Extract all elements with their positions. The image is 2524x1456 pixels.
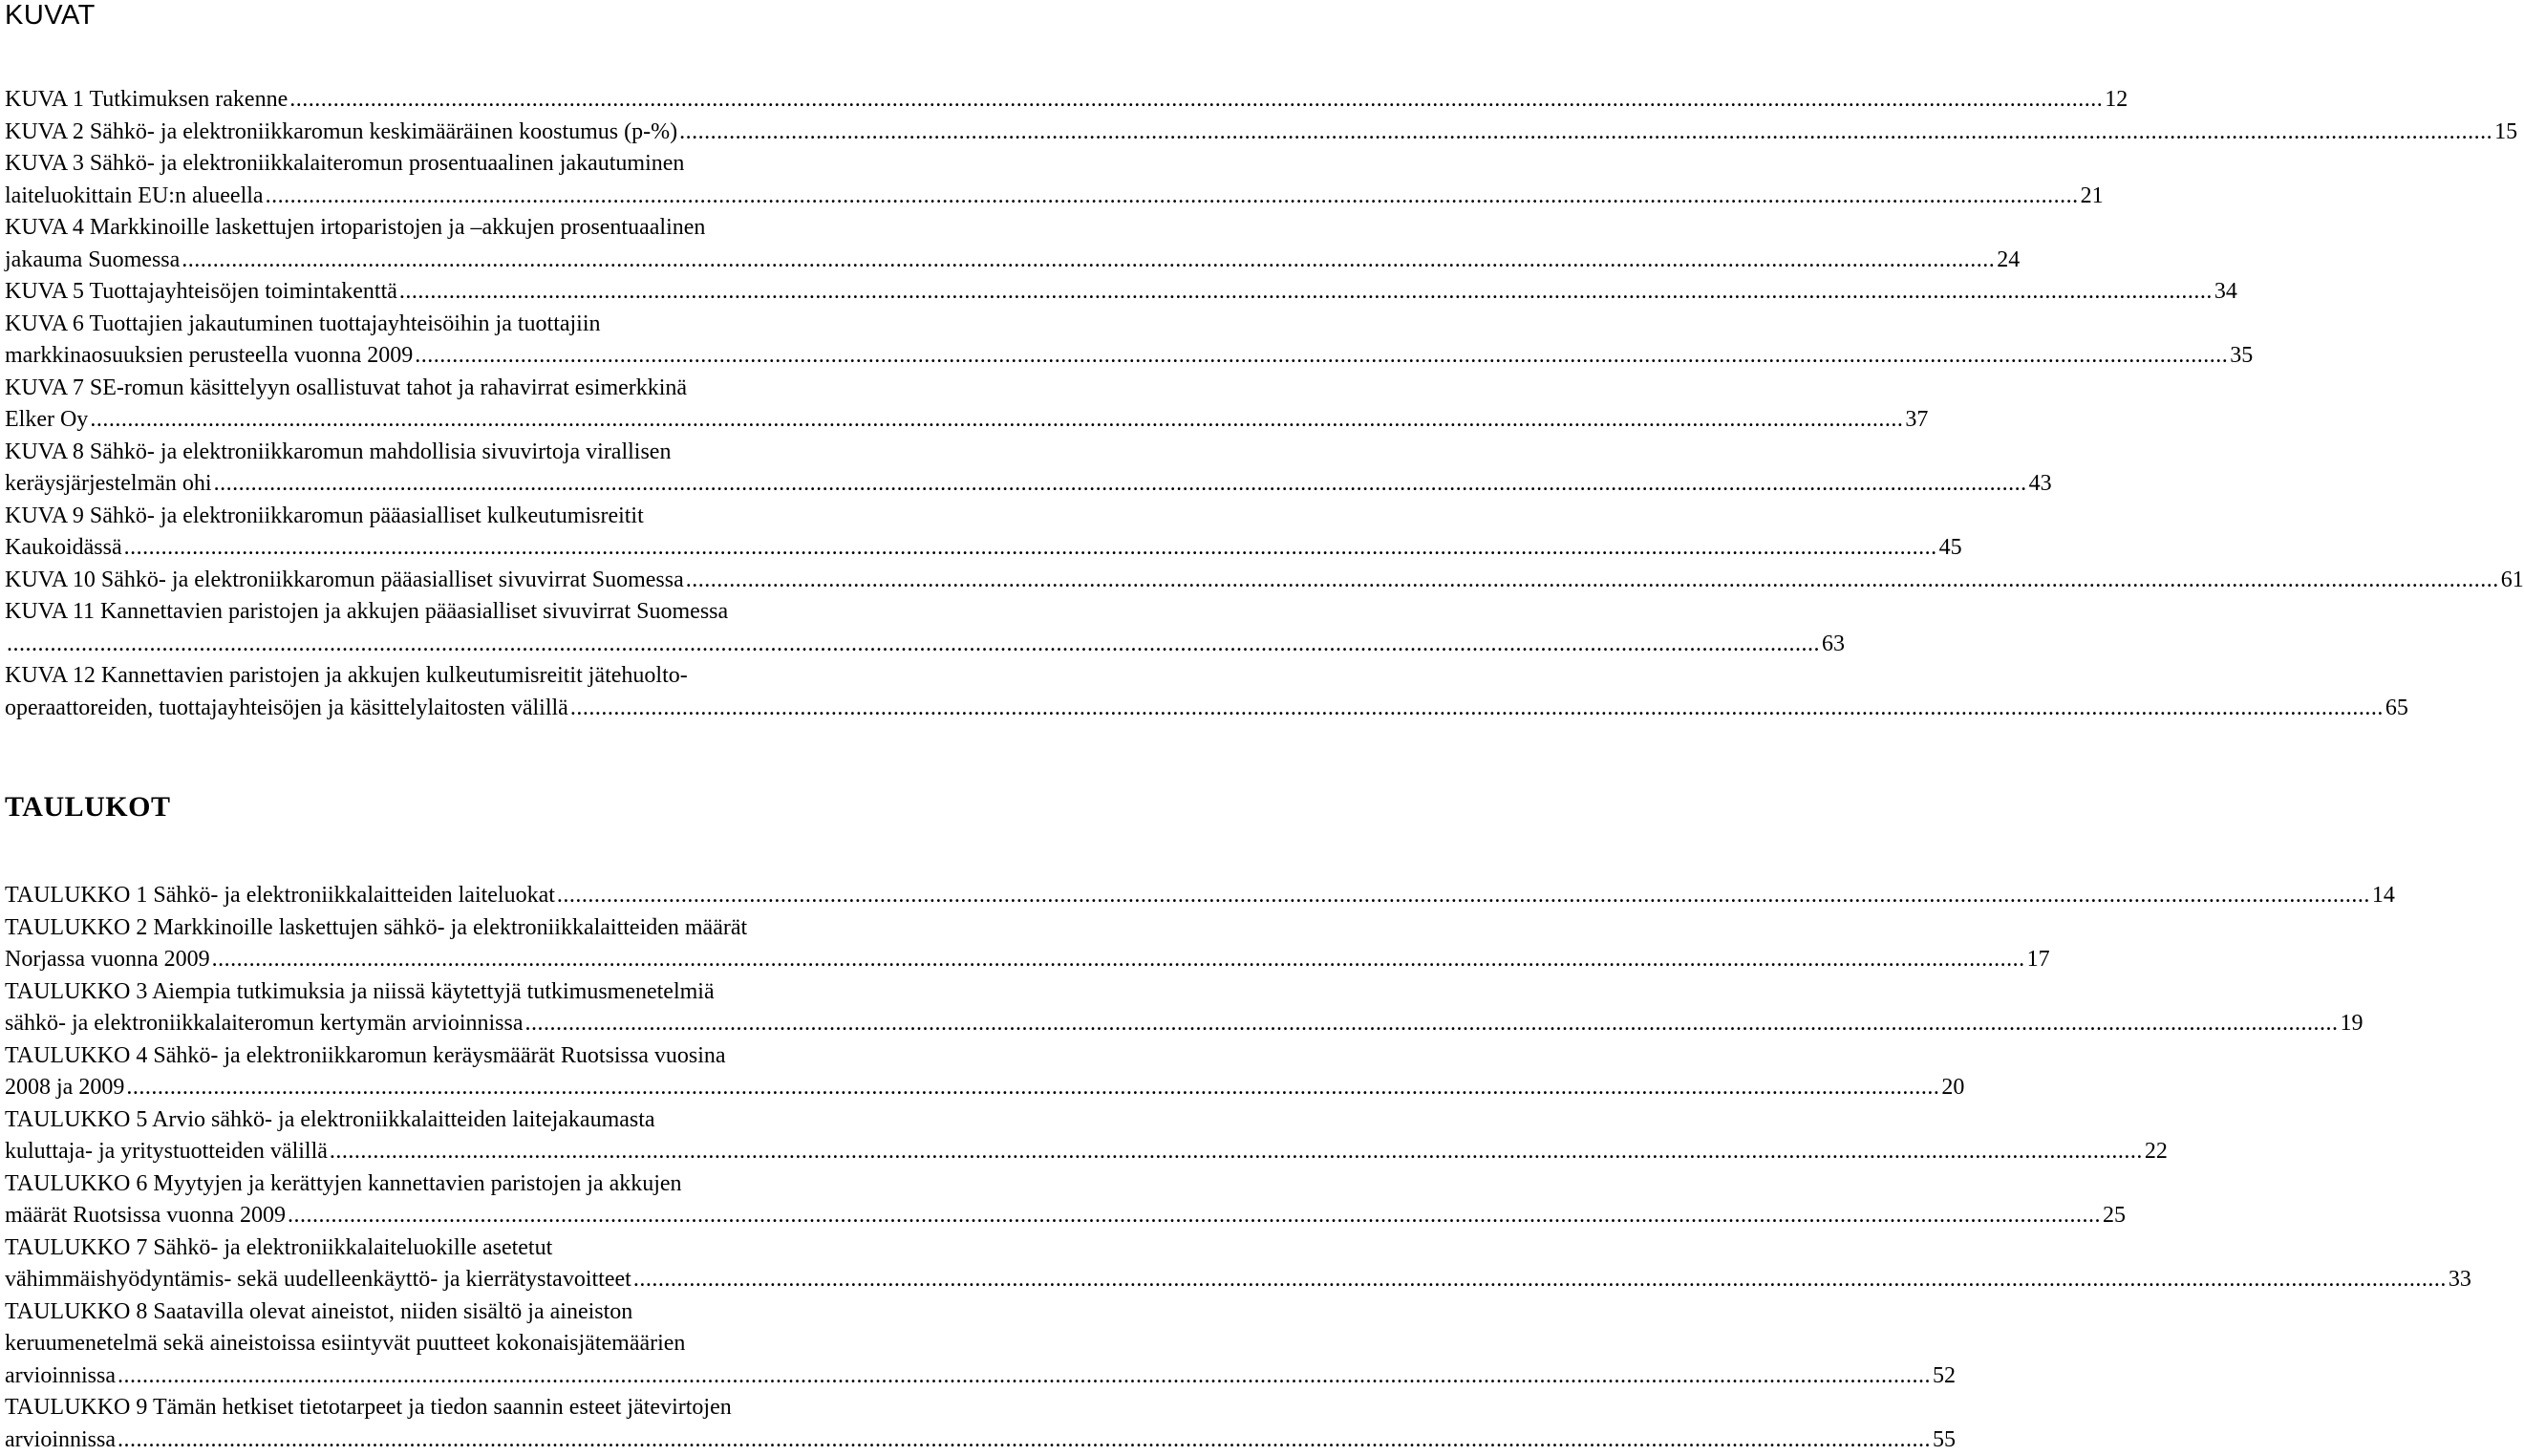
tables-heading: TAULUKOT <box>5 792 170 823</box>
dot-leader <box>570 693 2384 725</box>
figure-entry[interactable] <box>5 565 914 597</box>
figure-entry-last-line <box>5 181 914 213</box>
table-entry[interactable] <box>5 1040 914 1104</box>
table-page-number: 17 <box>2027 944 2050 976</box>
dot-leader <box>525 1008 2339 1040</box>
table-entry-last-line <box>5 1072 914 1104</box>
figure-page-number: 24 <box>1997 245 2020 277</box>
dot-leader <box>214 468 2027 501</box>
table-page-number: 25 <box>2103 1200 2126 1232</box>
figure-entry-last-line <box>5 468 914 501</box>
figure-page-number: 12 <box>2105 84 2128 117</box>
table-entry-title-line: TAULUKKO 5 Arvio sähkö- ja elektroniikkalaitteiden laitejakaumasta <box>5 1104 914 1137</box>
figure-entry-last-line <box>5 404 914 437</box>
table-entry[interactable] <box>5 1296 914 1393</box>
figure-entry-last-line <box>5 84 914 117</box>
table-entry-title-line: TAULUKKO 6 Myytyjen ja kerättyjen kannettavien paristojen ja akkujen <box>5 1168 914 1201</box>
figure-page-number: 37 <box>1905 404 1928 437</box>
table-entry-title-line: keruumenetelmä sekä aineistoissa esiintyvät puutteet kokonaisjätemäärien <box>5 1328 914 1360</box>
figure-page-number: 34 <box>2214 276 2237 309</box>
dot-leader <box>212 944 2025 976</box>
dot-leader <box>126 1072 1939 1104</box>
figure-entry-title-line: KUVA 12 Kannettavien paristojen ja akkujen kulkeutumisreitit jätehuolto- <box>5 660 914 693</box>
table-entry[interactable] <box>5 880 914 912</box>
figure-entry[interactable] <box>5 596 914 660</box>
figure-entry[interactable] <box>5 276 914 309</box>
figure-entry-last-line <box>5 532 914 565</box>
table-page-number: 33 <box>2449 1264 2471 1296</box>
dot-leader <box>633 1264 2447 1296</box>
table-page-number: 55 <box>1933 1424 1956 1456</box>
figure-entry-title-line: laiteluokittain EU:n alueella <box>5 181 264 213</box>
figure-page-number: 35 <box>2230 340 2253 373</box>
dot-leader <box>118 1360 1931 1393</box>
figure-entry-last-line <box>5 693 914 725</box>
figures-list <box>5 84 914 724</box>
figure-entry-last-line <box>5 245 914 277</box>
dot-leader <box>118 1424 1931 1456</box>
table-entry[interactable] <box>5 912 914 976</box>
dot-leader <box>266 181 2079 213</box>
table-entry-last-line <box>5 1200 914 1232</box>
figure-entry-title-line: Elker Oy <box>5 404 88 437</box>
table-entry-title-line: määrät Ruotsissa vuonna 2009 <box>5 1200 286 1232</box>
figure-entry-title-line: KUVA 10 Sähkö- ja elektroniikkaromun pääasialliset sivuvirrat Suomessa <box>5 565 684 597</box>
figure-entry[interactable] <box>5 373 914 437</box>
table-entry[interactable] <box>5 1168 914 1232</box>
figure-entry[interactable] <box>5 117 914 149</box>
figure-page-number: 21 <box>2081 181 2104 213</box>
dot-leader <box>679 117 2492 149</box>
figure-entry-title-line: operaattoreiden, tuottajayhteisöjen ja käsittelylaitosten välillä <box>5 693 568 725</box>
table-entry-title-line: sähkö- ja elektroniikkalaiteromun kertymän arvioinnissa <box>5 1008 524 1040</box>
figure-page-number: 65 <box>2385 693 2408 725</box>
figure-entry-last-line <box>5 117 914 149</box>
table-entry-last-line <box>5 1424 914 1456</box>
dot-leader <box>7 629 1820 661</box>
figure-entry[interactable] <box>5 437 914 501</box>
table-entry[interactable] <box>5 1392 914 1456</box>
dot-leader <box>124 532 1937 565</box>
figures-heading: KUVAT <box>5 0 96 31</box>
figure-entry-last-line <box>5 565 914 597</box>
figure-page-number: 15 <box>2494 117 2517 149</box>
figure-entry-title-line: KUVA 11 Kannettavien paristojen ja akkujen pääasialliset sivuvirrat Suomessa <box>5 596 914 629</box>
dot-leader <box>289 84 2103 117</box>
table-entry-title-line: TAULUKKO 4 Sähkö- ja elektroniikkaromun keräysmäärät Ruotsissa vuosina <box>5 1040 914 1073</box>
table-entry-title-line: arvioinnissa <box>5 1424 116 1456</box>
figure-entry[interactable] <box>5 501 914 565</box>
figure-entry[interactable] <box>5 84 914 117</box>
figure-entry-title-line: jakauma Suomessa <box>5 245 180 277</box>
figure-entry[interactable] <box>5 212 914 276</box>
figure-entry[interactable] <box>5 148 914 212</box>
figure-entry-last-line <box>5 629 914 661</box>
figure-entry-title-line: KUVA 2 Sähkö- ja elektroniikkaromun keskimääräinen koostumus (p-%) <box>5 117 677 149</box>
figure-page-number: 61 <box>2501 565 2524 597</box>
table-entry-last-line <box>5 1008 914 1040</box>
figure-entry-title-line: KUVA 1 Tutkimuksen rakenne <box>5 84 288 117</box>
table-entry-last-line <box>5 1264 914 1296</box>
table-entry-title-line: 2008 ja 2009 <box>5 1072 124 1104</box>
table-page-number: 22 <box>2145 1136 2168 1168</box>
tables-list <box>5 880 914 1456</box>
table-entry-title-line: TAULUKKO 1 Sähkö- ja elektroniikkalaitteiden laiteluokat <box>5 880 555 912</box>
table-entry-title-line: TAULUKKO 9 Tämän hetkiset tietotarpeet ja tiedon saannin esteet jätevirtojen <box>5 1392 914 1424</box>
figure-entry[interactable] <box>5 660 914 724</box>
table-page-number: 20 <box>1941 1072 1964 1104</box>
table-entry-title-line: TAULUKKO 2 Markkinoille laskettujen sähkö- ja elektroniikkalaitteiden määrät <box>5 912 914 945</box>
figure-entry-last-line <box>5 276 914 309</box>
table-page-number: 14 <box>2372 880 2395 912</box>
table-entry-title-line: TAULUKKO 3 Aiempia tutkimuksia ja niissä käytettyjä tutkimusmenetelmiä <box>5 976 914 1009</box>
table-entry-last-line <box>5 1360 914 1393</box>
dot-leader <box>288 1200 2101 1232</box>
figure-entry-title-line: KUVA 5 Tuottajayhteisöjen toimintakenttä <box>5 276 397 309</box>
table-page-number: 52 <box>1933 1360 1956 1393</box>
table-entry[interactable] <box>5 976 914 1040</box>
table-entry[interactable] <box>5 1104 914 1168</box>
table-entry-title-line: kuluttaja- ja yritystuotteiden välillä <box>5 1136 328 1168</box>
table-entry-last-line <box>5 1136 914 1168</box>
table-entry-last-line <box>5 880 914 912</box>
table-entry-title-line: vähimmäishyödyntämis- sekä uudelleenkäyttö- ja kierrätystavoitteet <box>5 1264 631 1296</box>
figure-entry-title-line: keräysjärjestelmän ohi <box>5 468 212 501</box>
figure-page-number: 43 <box>2029 468 2052 501</box>
figure-page-number: 45 <box>1939 532 1962 565</box>
table-entry-title-line: TAULUKKO 7 Sähkö- ja elektroniikkalaiteluokille asetetut <box>5 1232 914 1265</box>
table-entry-title-line: arvioinnissa <box>5 1360 116 1393</box>
dot-leader <box>686 565 2499 597</box>
figure-entry-title-line: KUVA 8 Sähkö- ja elektroniikkaromun mahdollisia sivuvirtoja virallisen <box>5 437 914 469</box>
figure-entry-title-line: KUVA 7 SE-romun käsittelyyn osallistuvat tahot ja rahavirrat esimerkkinä <box>5 373 914 405</box>
figure-entry-title-line: KUVA 3 Sähkö- ja elektroniikkalaiteromun prosentuaalinen jakautuminen <box>5 148 914 181</box>
dot-leader <box>399 276 2213 309</box>
table-page-number: 19 <box>2341 1008 2364 1040</box>
figure-entry[interactable] <box>5 309 914 373</box>
figure-entry-title-line: markkinaosuuksien perusteella vuonna 2009 <box>5 340 413 373</box>
table-entry[interactable] <box>5 1232 914 1296</box>
figure-page-number: 63 <box>1822 629 1845 661</box>
figure-entry-title-line: KUVA 4 Markkinoille laskettujen irtoparistojen ja –akkujen prosentuaalinen <box>5 212 914 245</box>
dot-leader <box>182 245 1995 277</box>
figure-entry-title-line: KUVA 9 Sähkö- ja elektroniikkaromun pääasialliset kulkeutumisreitit <box>5 501 914 533</box>
dot-leader <box>415 340 2228 373</box>
dot-leader <box>330 1136 2143 1168</box>
dot-leader <box>90 404 1903 437</box>
figure-entry-title-line: Kaukoidässä <box>5 532 122 565</box>
table-entry-title-line: Norjassa vuonna 2009 <box>5 944 210 976</box>
figure-entry-title-line: KUVA 6 Tuottajien jakautuminen tuottajayhteisöihin ja tuottajiin <box>5 309 914 341</box>
table-entry-last-line <box>5 944 914 976</box>
dot-leader <box>557 880 2370 912</box>
figure-entry-last-line <box>5 340 914 373</box>
table-entry-title-line: TAULUKKO 8 Saatavilla olevat aineistot, niiden sisältö ja aineiston <box>5 1296 914 1329</box>
